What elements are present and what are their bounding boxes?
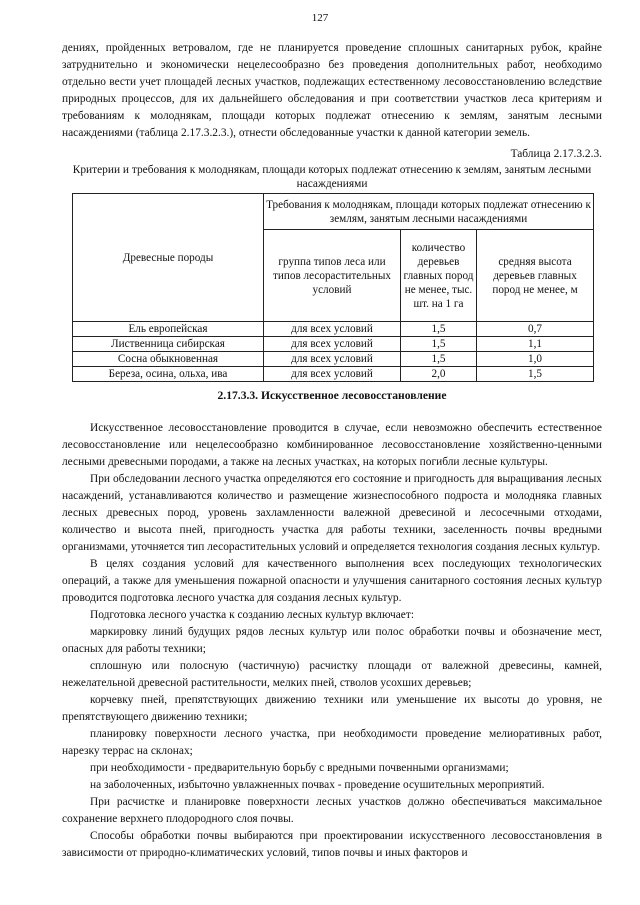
- row-conditions: для всех условий: [264, 352, 401, 367]
- body-paragraph: Подготовка лесного участка к созданию лесных культур включает:: [90, 609, 414, 621]
- table-caption: Таблица 2.17.3.2.3.: [510, 148, 602, 160]
- body-paragraph: При обследовании лесного участка определяются его состояние и пригодность для выращивания лесных насаждений, устанавливаются количество и размещение жизнеспособного подроста и молодняка главных лесных древесных пород, уровень захламленности валежной древесиной и лесосечными отходами, количество и высота пней, пригодность участка для работы техники, заселенность почвы вредными организмами, уточняется тип лесорастительных условий и определяется технология создания лесных культур.: [62, 473, 602, 553]
- table-title: Критерии и требования к молоднякам, площади которых подлежат отнесению к землям, занятым лесными насаждениями: [72, 164, 592, 190]
- page-number: 127: [311, 12, 329, 24]
- header-average-height: средняя высота деревьев главных пород не менее, м: [477, 230, 594, 322]
- row-conditions: для всех условий: [264, 367, 401, 382]
- body-paragraph: При расчистке и планировке поверхности лесных участков должно обеспечиваться максимальное сохранение верхнего плодородного слоя почвы.: [62, 796, 602, 825]
- row-count: 1,5: [401, 322, 477, 337]
- row-height: 1,1: [477, 337, 594, 352]
- header-species: Древесные породы: [73, 194, 264, 322]
- header-requirements-group: Требования к молоднякам, площади которых подлежат отнесению к землям, занятым лесными насаждениями: [264, 194, 594, 230]
- intro-paragraph: дениях, пройденных ветровалом, где не планируется проведение сплошных санитарных рубок, крайне затруднительно и экономически нецелесообразно без проведения дополнительных работ, необходимо отдельно вести учет площадей лесных участков, подлежащих естественному лесовосстановлению вследствие природных процессов, для их дальнейшего обследования и при соответствии участков леса критериям и требованиям к молоднякам, площади которых подлежат отнесению к землям, занятым лесными насаждениями (таблица 2.17.3.2.3.), отнести обследованные участки к данной категории земель.: [62, 42, 602, 139]
- body-text: [62, 420, 602, 862]
- row-species: Сосна обыкновенная: [73, 352, 264, 367]
- body-paragraph: планировку поверхности лесного участка, при необходимости проведение мелиоративных работ, нарезку террас на склонах;: [62, 728, 602, 757]
- header-forest-types: группа типов леса или типов лесорастительных условий: [264, 230, 401, 322]
- row-conditions: для всех условий: [264, 322, 401, 337]
- header-tree-count: количество деревьев главных пород не менее, тыс. шт. на 1 га: [401, 230, 477, 322]
- table-row: [73, 322, 594, 337]
- row-conditions: для всех условий: [264, 337, 401, 352]
- body-paragraph: при необходимости - предварительную борьбу с вредными почвенными организмами;: [90, 762, 509, 774]
- body-paragraph: В целях создания условий для качественного выполнения всех последующих технологических операций, а также для уменьшения пожарной опасности и улучшения санитарного состояния лесных культур проводится подготовка лесного участка для создания лесных культур.: [62, 558, 602, 604]
- table-row: [73, 337, 594, 352]
- body-paragraph: корчевку пней, препятствующих движению техники или уменьшение их высоты до уровня, не препятствующего движению техники;: [62, 694, 602, 723]
- table-row: [73, 352, 594, 367]
- row-count: 1,5: [401, 337, 477, 352]
- section-heading: 2.17.3.3. Искусственное лесовосстановление: [217, 389, 447, 402]
- molodnyak-requirements-table: [72, 193, 594, 382]
- body-paragraph: на заболоченных, избыточно увлажненных почвах - проведение осушительных мероприятий.: [90, 779, 545, 791]
- row-species: Береза, осина, ольха, ива: [73, 367, 264, 382]
- row-species: Лиственница сибирская: [73, 337, 264, 352]
- body-paragraph: Искусственное лесовосстановление проводится в случае, если невозможно обеспечить естественное лесовосстановление или нецелесообразно комбинированное лесовосстановление хозяйственно-ценными лесными древесными породами, а также на лесных участках, на которых погибли лесные культуры.: [62, 422, 602, 468]
- body-paragraph: сплошную или полосную (частичную) расчистку площади от валежной древесины, камней, нежелательной древесной растительности, мелких пней, стволов усохших деревьев;: [62, 660, 602, 689]
- row-height: 0,7: [477, 322, 594, 337]
- body-paragraph: маркировку линий будущих рядов лесных культур или полос обработки почвы и обозначение мест, опасных для работы техники;: [62, 626, 602, 655]
- row-species: Ель европейская: [73, 322, 264, 337]
- row-height: 1,5: [477, 367, 594, 382]
- row-count: 2,0: [401, 367, 477, 382]
- body-paragraph: Способы обработки почвы выбираются при проектировании искусственного лесовосстановления в зависимости от природно-климатических условий, типов почвы и иных факторов и: [62, 830, 602, 859]
- table-row: [73, 367, 594, 382]
- row-height: 1,0: [477, 352, 594, 367]
- row-count: 1,5: [401, 352, 477, 367]
